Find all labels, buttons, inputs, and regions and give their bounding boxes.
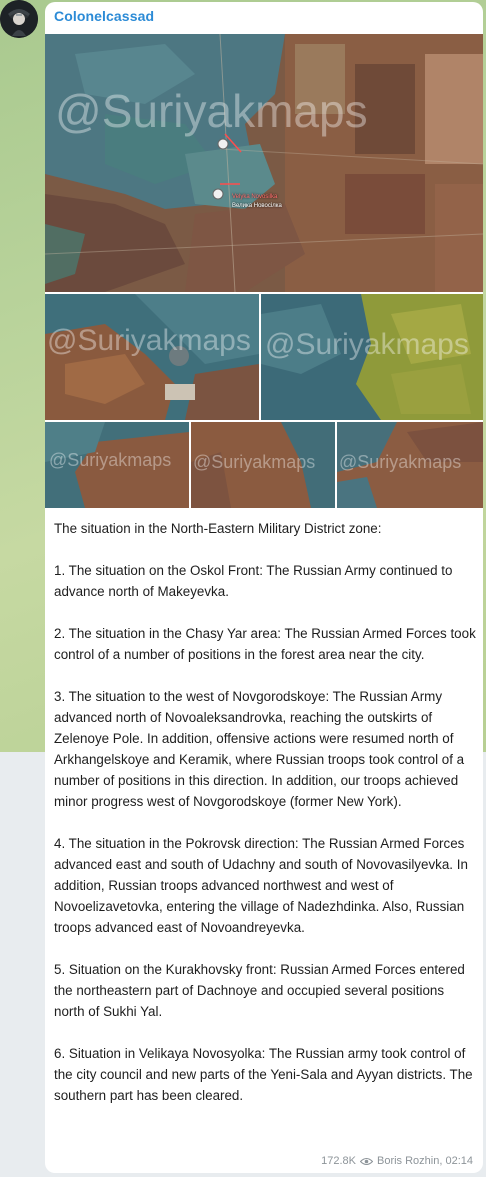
post-paragraph: The situation in the North-Eastern Military District zone: bbox=[54, 521, 382, 536]
message-meta bbox=[321, 1155, 473, 1167]
map-image-5[interactable] bbox=[191, 422, 335, 508]
post-paragraph: 5. Situation on the Kurakhovsky front: Russian Armed Forces entered the northeastern part of Dachnoye and occupied several positions north of Sukhi Yal. bbox=[54, 962, 465, 1019]
channel-avatar[interactable] bbox=[0, 0, 38, 38]
post-paragraph: 3. The situation to the west of Novgorodskoye: The Russian Army advanced north of Novoaleksandrovka, reaching the outskirts of Zelenoye Pole. In addition, offensive actions were resumed north of Arkhangelskoye and Keramik, where Russian troops took control of a number of positions in this direction. In addition, our troops achieved minor progress west of Novgorodskoye (former New York). bbox=[54, 689, 465, 809]
map-image-4[interactable] bbox=[45, 422, 189, 508]
watermark: @Suriyakmaps bbox=[55, 85, 368, 137]
watermark: @Suriyakmaps bbox=[47, 324, 251, 357]
post-paragraph: 1. The situation on the Oskol Front: The Russian Army continued to advance north of Makeyevka. bbox=[54, 563, 453, 599]
channel-name[interactable]: Colonelcassad bbox=[54, 8, 155, 24]
map-image-3[interactable] bbox=[261, 294, 483, 420]
post-text bbox=[54, 518, 478, 1106]
watermark: @Suriyakmaps bbox=[339, 452, 462, 472]
post-paragraph: 4. The situation in the Pokrovsk direction: The Russian Armed Forces advanced east and south of Udachny and south of Novovasilyevka. In addition, Russian troops advanced northwest and west of Novoelizavetovka, entering the village of Nadezhdinka. Also, Russian troops advanced east of Novoandreyevka. bbox=[54, 836, 468, 935]
map-label-velyka-novosilka-ua: Велика Новосілка bbox=[232, 203, 282, 209]
watermark: @Suriyakmaps bbox=[49, 450, 172, 470]
message-bubble[interactable] bbox=[45, 2, 483, 1173]
map-label-velyka-novosilka: Velyka Novosilka bbox=[232, 194, 278, 200]
map-image-6[interactable] bbox=[337, 422, 483, 508]
map-image-main[interactable] bbox=[45, 34, 483, 292]
watermark: @Suriyakmaps bbox=[193, 452, 316, 472]
post-paragraph: 6. Situation in Velikaya Novosyolka: The Russian army took control of the city council and new parts of the Yeni-Sala and Ayyan districts. The southern part has been cleared. bbox=[54, 1046, 473, 1103]
eye-icon bbox=[360, 1157, 373, 1166]
view-count: 172.8K bbox=[321, 1155, 356, 1167]
author-time: Boris Rozhin, 02:14 bbox=[377, 1155, 473, 1167]
map-image-2[interactable] bbox=[45, 294, 259, 420]
watermark: @Suriyakmaps bbox=[265, 328, 469, 361]
post-paragraph: 2. The situation in the Chasy Yar area: The Russian Armed Forces took control of a number of positions in the forest area near the city. bbox=[54, 626, 476, 662]
